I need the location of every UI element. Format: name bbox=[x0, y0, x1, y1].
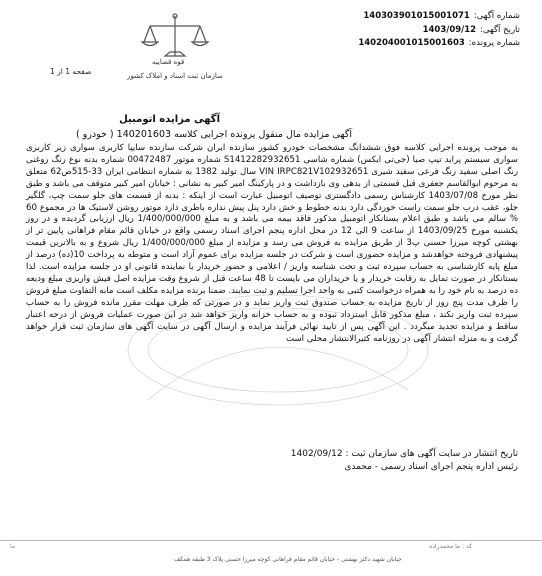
footer-signature bbox=[218, 448, 518, 474]
header-info bbox=[300, 10, 520, 51]
bottom-left-note: ما bbox=[10, 543, 16, 550]
publish-date: 1402/09/12 bbox=[290, 449, 343, 459]
notice-body: به موجب پرونده اجرایی کلاسه فوق ششدانگ مشخصات خودرو کشور سازنده ایران شرکت سازنده سایپا کاربری سواری زیر کاربری سواری سیستم پراید تیپ صبا (جی‌تی ایکس) شماره شاسی S1412282932651 شماره موتور 00472487 شماره بدنه نوع رنگ روغنی رنگ اصلی سفید رنگ فرعی سفید شیری VIN IRPC821V102932651 سال تولید 1382 به شماره انتظامی ایران 33-515ص62 متعلق به مرحوم ابوالقاسم جعفری قبل قسمتی از بدهی وی بازداشت و در پارکینگ امیر کبیر به نشانی : خیابان امیر کبیر متوقف می باشد و طبق نظر مورخ 1403/07/08 کارشناس رسمی دادگستری توصیف اتومبیل عبارت است از اینکه : بدنه از قسمت های جلو سمت چپ، گلگیر جلو، عقب درب جلو سمت راست خوردگی دارد بدنه خطوط و خش دارد پنل پیش نداره باطری دارد موتور روشن لاستیک ها در مجموع 60 % سالم می باشد و طبق اعلام بستانکار اتومبیل مذکور فاقد بیمه می باشد و به مبلغ 1/400/000/000 ریال ارزیابی گردیده و در روز یکشنبه مورخ 1403/09/25 از ساعت 9 الی 12 در محل اداره پنجم اجرای اسناد رسمی واقع در خیابان قائم مقام فراهانی پایین تر از بهشتی کوچه میرزا حسنی پ3 از طریق مزایده به فروش می رسد و مزایده از مبلغ 1/400/000/000 ریال شروع و به بالاترین قیمت پیشنهادی فروخته خواهدشد و مزایده حضوری است و شرکت در جلسه مزایده برای عموم آزاد است و متوطه به پرداخت 10(ده) درصد از مبلغ پایه کارشناسی به حساب سپرده ثبت و تحت شناسه واریز / اعلامی و حضور خریدار یا نماینده قانونی او در جلسه مزایده است. لذا بستانکار در صورت تمایل به رقابت خریدار و یا خریداران می بایست تا 48 ساعت قبل از شروع وقت مزایده اصل فیش واریزی مبلغ ودیعه ده درصد به نام خود را به همراه درخواست کتبی به واحد اجرا تسلیم و ثبت نمایند. ضمنا برنده مزایده مکلف است مابه التفاوت مبلغ فروش را ظرف مدت پنج روز از تاریخ مزایده به حساب صندوق ثبت واریز نماید و در صورتی که ظرف مهلت مقرر مانده فروش را به حساب سپرده ثبت واریز نکند ، مبلغ مذکور قابل استرداد نبوده و به حساب خزانه واریز خواهد شد در این صورت عملیات فروش از درجه اعتبار ساقط و مزایده تجدید میگردد . این آگهی پس از تایید نهائی فرآیند مزایده و ارسال آگهی در سایت آگهی های سازمان ثبت قرار خواهد گرفت و به منزله انتشار آگهی در روزنامه کثیرالانتشار محلی است bbox=[26, 143, 519, 344]
publish-row bbox=[218, 448, 518, 461]
notice-number-label: شماره آگهی: bbox=[473, 11, 520, 21]
bottom-divider bbox=[0, 540, 542, 541]
case-number-row bbox=[300, 37, 520, 51]
notice-date: 1403/09/12 bbox=[422, 24, 477, 35]
case-number: 140204001015001603 bbox=[358, 38, 465, 48]
case-number-label: شماره پرونده: bbox=[468, 38, 520, 48]
page-title: آگهی مزایده اتومبیل bbox=[119, 114, 220, 125]
notice-date-row bbox=[300, 24, 520, 38]
court-name: قوه قضاییه bbox=[152, 58, 185, 66]
organization-name: سازمان ثبت اسناد و املاک کشور bbox=[127, 72, 223, 80]
notice-date-label: تاریخ آگهی: bbox=[480, 24, 520, 35]
signature-line: رئیس اداره پنجم اجرای اسناد رسمی - محمدی bbox=[344, 462, 518, 472]
notice-number-row bbox=[300, 10, 520, 24]
page-subtitle: آگهی مزایده مال منقول پرونده اجرایی کلاسه 140201603 ( خودرو ) bbox=[76, 129, 352, 140]
office-address: خیابان شهید دکتر بهشتی - خیابان قائم مقام فراهانی کوچه میرزا حسنی پلاک 3 طبقه همکف bbox=[173, 556, 402, 563]
page-number: صفحه 1 از 1 bbox=[50, 67, 92, 76]
publish-label: تاریخ انتشار در سایت آگهی های سازمان ثبت : bbox=[345, 449, 518, 459]
bottom-meta: کد : ما محمدزاده bbox=[429, 543, 472, 550]
notice-number: 140303901015001071 bbox=[363, 11, 470, 21]
